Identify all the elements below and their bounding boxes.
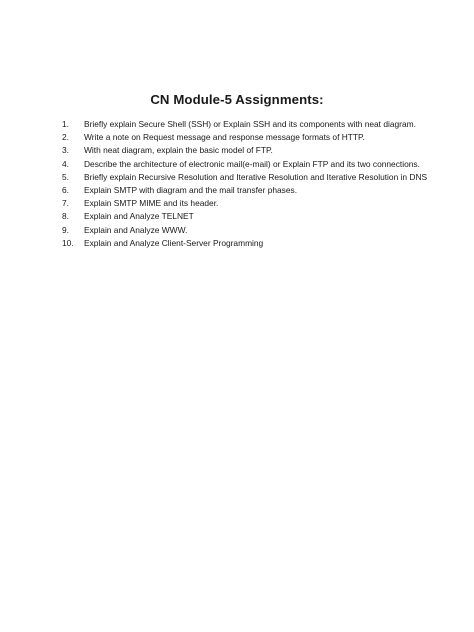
list-item xyxy=(62,144,434,157)
item-number: 7. xyxy=(62,198,69,209)
item-number: 9. xyxy=(62,224,69,235)
item-number: 4. xyxy=(62,158,69,169)
item-number: 5. xyxy=(62,171,69,182)
list-item xyxy=(62,158,434,171)
item-text: Write a note on Request message and response message formats of HTTP. xyxy=(84,132,365,143)
list-item xyxy=(62,237,434,250)
item-text: Explain SMTP MIME and its header. xyxy=(84,198,219,209)
item-number: 3. xyxy=(62,145,69,156)
item-number: 6. xyxy=(62,185,69,196)
item-text: Briefly explain Recursive Resolution and Iterative Resolution and Iterative Resolution in DNS xyxy=(84,171,428,182)
document-title: CN Module-5 Assignments: xyxy=(150,92,324,107)
list-item xyxy=(62,197,434,210)
list-item xyxy=(62,171,434,184)
item-text: Explain and Analyze Client-Server Programming xyxy=(84,237,264,248)
item-text: With neat diagram, explain the basic model of FTP. xyxy=(84,145,273,156)
list-item xyxy=(62,118,434,131)
item-number: 1. xyxy=(62,119,69,129)
list-item xyxy=(62,224,434,237)
item-text: Explain and Analyze WWW. xyxy=(84,224,188,235)
list-item xyxy=(62,210,434,223)
item-number: 10. xyxy=(62,237,74,248)
item-text: Describe the architecture of electronic mail(e-mail) or Explain FTP and its two connections. xyxy=(84,158,420,169)
list-item xyxy=(62,184,434,197)
item-text: Briefly explain Secure Shell (SSH) or Explain SSH and its components with neat diagram. xyxy=(84,119,416,129)
item-text: Explain and Analyze TELNET xyxy=(84,211,194,222)
item-text: Explain SMTP with diagram and the mail transfer phases. xyxy=(84,185,298,196)
item-number: 8. xyxy=(62,211,69,222)
list-item xyxy=(62,131,434,144)
item-number: 2. xyxy=(62,132,69,143)
assignment-list xyxy=(62,118,434,250)
